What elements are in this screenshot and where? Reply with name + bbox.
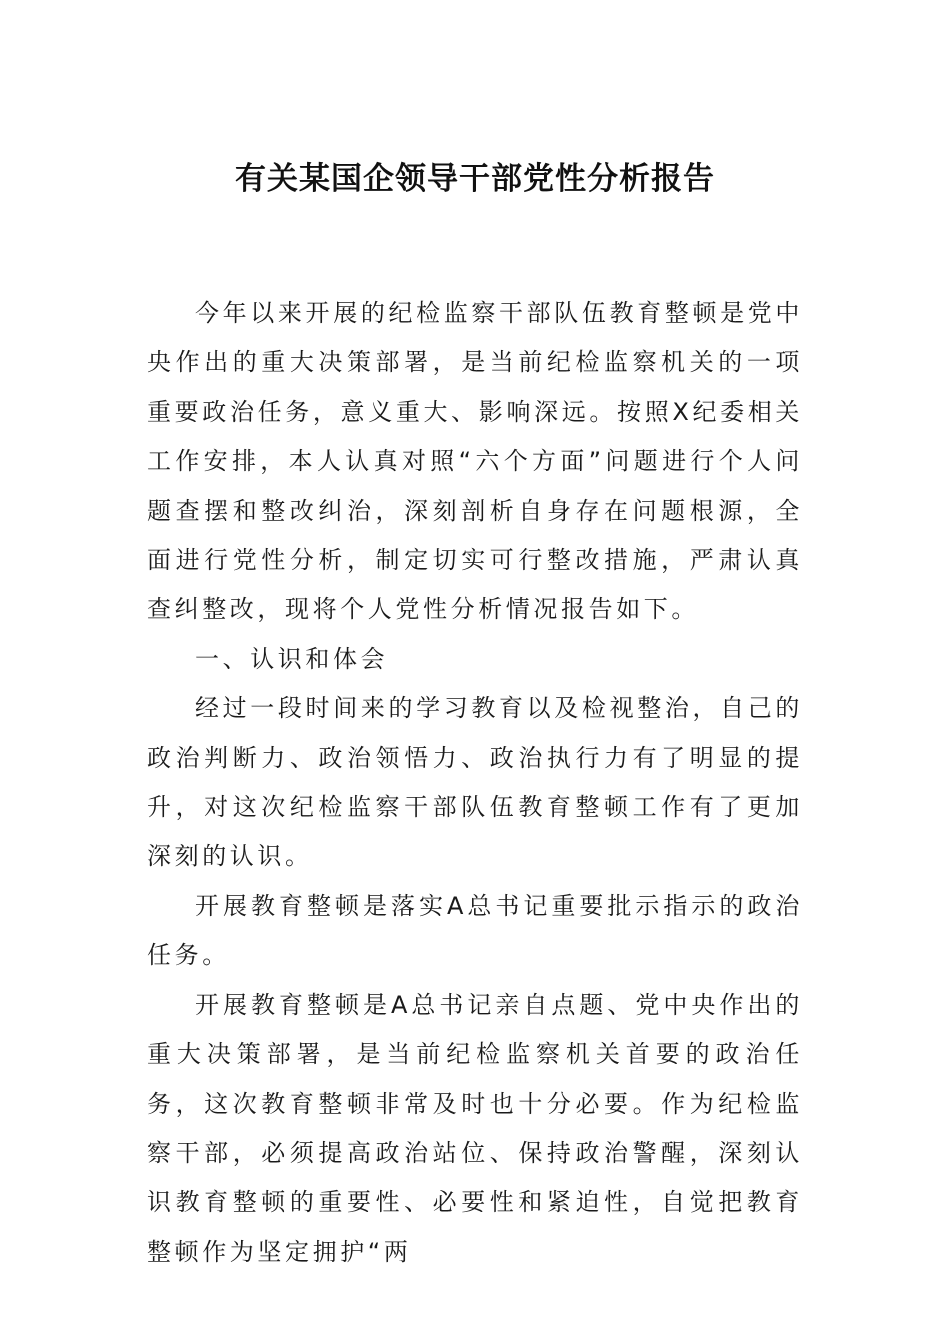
paragraph-decision-deployment: 开展教育整顿是A总书记亲自点题、党中央作出的重大决策部署，是当前纪检监察机关首要的政治任务，这次教育整顿非常及时也十分必要。作为纪检监察干部，必须提高政治站位、保持政治警醒，深刻认识教育整顿的重要性、必要性和紧迫性，自觉把教育整顿作为坚定拥护“两 (147, 990, 803, 1266)
paragraph-learning-results: 经过一段时间来的学习教育以及检视整治，自己的政治判断力、政治领悟力、政治执行力有了明显的提升，对这次纪检监察干部队伍教育整顿工作有了更加深刻的认识。 (147, 694, 803, 871)
document-title: 有关某国企领导干部党性分析报告 (235, 161, 715, 197)
paragraph-political-task: 开展教育整顿是落实A总书记重要批示指示的政治任务。 (147, 891, 803, 970)
section-heading-understanding: 一、认识和体会 (195, 644, 389, 673)
document-body (147, 289, 803, 1277)
paragraph-intro: 今年以来开展的纪检监察干部队伍教育整顿是党中央作出的重大决策部署，是当前纪检监察机关的一项重要政治任务，意义重大、影响深远。按照X纪委相关工作安排，本人认真对照“六个方面”问题进行个人问题查摆和整改纠治，深刻剖析自身存在问题根源，全面进行党性分析，制定切实可行整改措施，严肃认真查纠整改，现将个人党性分析情况报告如下。 (147, 299, 803, 624)
